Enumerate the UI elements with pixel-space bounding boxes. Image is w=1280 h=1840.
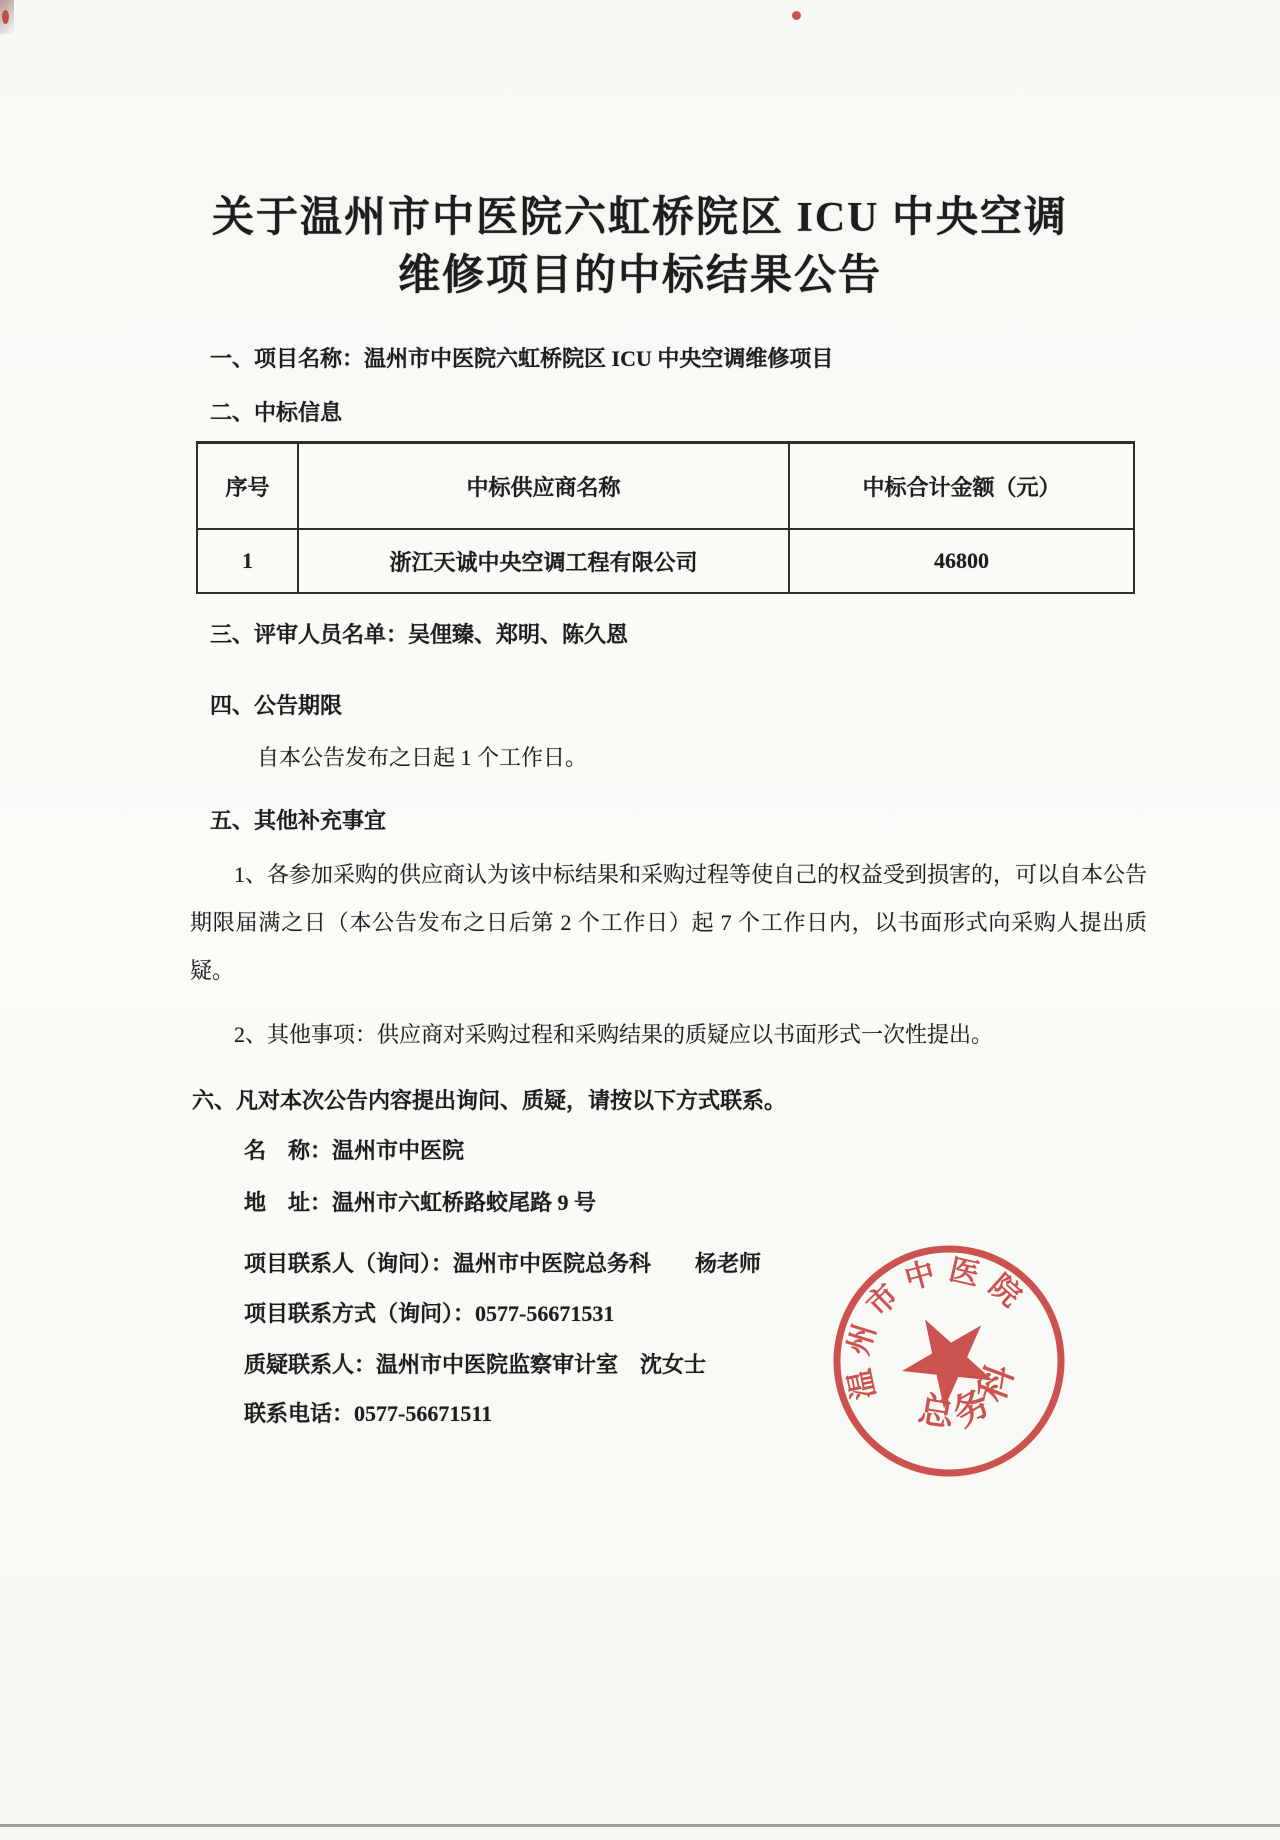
bid-result-table — [196, 441, 1135, 594]
contact-address: 地 址：温州市六虹桥路蛟尾路 9 号 — [244, 1190, 597, 1215]
section-supplementary-heading: 五、其他补充事宜 — [210, 808, 387, 833]
svg-text:总务科 — [900, 1339, 1039, 1455]
supplementary-paragraph-1: 1、各参加采购的供应商认为该中标结果和采购过程等使自己的权益受到损害的，可以自本公告期限届满之日（本公告发布之日后第 2 个工作日）起 7 个工作日内，以书面形式向采购人提出质疑。 — [190, 862, 1148, 983]
section-contact-heading: 六、凡对本次公告内容提出询问、质疑，请按以下方式联系。 — [192, 1088, 787, 1113]
page-title-line2: 维修项目的中标结果公告 — [397, 253, 882, 299]
page-title-line1: 关于温州市中医院六虹桥院区 ICU 中央空调 — [211, 195, 1068, 241]
table-row-cell-amount: 46800 — [790, 530, 1135, 594]
contact-name: 名 称：温州市中医院 — [244, 1138, 465, 1163]
table-header-amount: 中标合计金额（元） — [790, 444, 1135, 530]
section-announce-period-heading: 四、公告期限 — [210, 693, 343, 718]
contact-challenge-person: 质疑联系人：温州市中医院监察审计室 沈女士 — [244, 1352, 707, 1377]
seal-dept-text: 总务科 — [915, 1351, 1025, 1436]
table-row-cell-no: 1 — [198, 530, 299, 594]
section-announce-period-body: 自本公告发布之日起 1 个工作日。 — [257, 745, 588, 770]
section-review-panel: 三、评审人员名单：吴俚臻、郑明、陈久恩 — [210, 622, 629, 647]
scan-red-speck-left — [2, 10, 9, 24]
section-project-name: 一、项目名称：温州市中医院六虹桥院区 ICU 中央空调维修项目 — [210, 346, 834, 371]
scan-bottom-edge-line — [0, 1824, 1280, 1827]
scan-red-speck-top — [792, 11, 801, 20]
section-bid-info-heading: 二、中标信息 — [210, 400, 343, 425]
supplementary-paragraph-2: 2、其他事项：供应商对采购过程和采购结果的质疑应以书面形式一次性提出。 — [234, 1022, 994, 1047]
contact-project-person: 项目联系人（询问）：温州市中医院总务科 杨老师 — [244, 1251, 762, 1276]
official-seal-stamp — [812, 1224, 1086, 1498]
table-header-supplier: 中标供应商名称 — [299, 444, 790, 530]
contact-challenge-phone: 联系电话：0577-56671511 — [244, 1401, 493, 1426]
seal-org-text: 温州市中医院 — [841, 1253, 1035, 1403]
table-header-no: 序号 — [198, 444, 299, 530]
contact-project-phone: 项目联系方式（询问）：0577-56671531 — [244, 1301, 615, 1326]
table-row-cell-supplier: 浙江天诚中央空调工程有限公司 — [299, 530, 790, 594]
